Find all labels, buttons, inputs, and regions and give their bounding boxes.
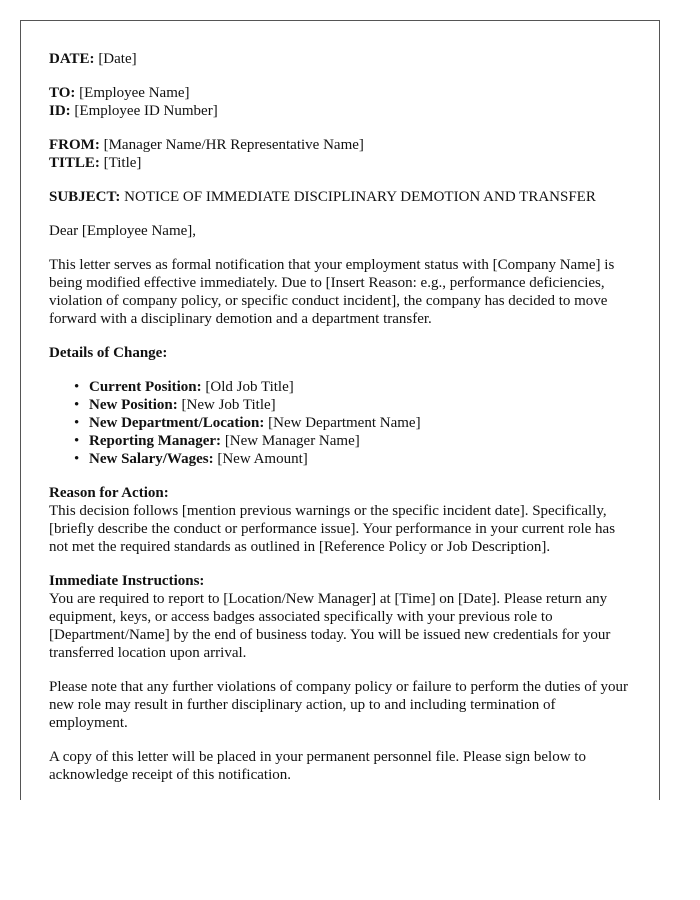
subject-label: SUBJECT: — [49, 189, 121, 205]
list-item — [74, 414, 631, 432]
bullet-icon: • — [74, 379, 80, 395]
from-label: FROM: — [49, 137, 100, 153]
intro-paragraph: This letter serves as formal notification that your employment status with [Company Name] is being modified effective immediately. Due to [Insert Reason: e.g., performance deficiencies, violation of company policy, or specific conduct incident], the company has decided to move forward with a disciplinary demotion and a department transfer. — [49, 257, 615, 327]
salutation: Dear [Employee Name], — [49, 223, 197, 239]
list-item — [74, 378, 631, 396]
sender-block — [49, 136, 631, 172]
from-value: [Manager Name/HR Representative Name] — [103, 137, 364, 153]
instructions-section — [49, 572, 631, 662]
reason-text: This decision follows [mention previous warnings or the specific incident date]. Specifically, [briefly describe the conduct or performance issue]. Your performance in your current role has not met the required standards as outlined in [Reference Policy or Job Description]. — [49, 503, 616, 555]
list-item — [74, 450, 631, 468]
date-label: DATE: — [49, 51, 95, 67]
detail-value: [New Amount] — [217, 451, 308, 467]
title-label: TITLE: — [49, 155, 100, 171]
id-line — [49, 102, 631, 120]
bullet-icon: • — [74, 397, 80, 413]
list-item — [74, 432, 631, 450]
reason-section — [49, 484, 631, 556]
bullet-icon: • — [74, 415, 80, 431]
date-line — [49, 50, 631, 68]
to-line — [49, 84, 631, 102]
bullet-icon: • — [74, 451, 80, 467]
id-label: ID: — [49, 103, 71, 119]
title-value: [Title] — [103, 155, 142, 171]
to-value: [Employee Name] — [79, 85, 190, 101]
detail-label: New Salary/Wages: — [89, 451, 214, 467]
detail-value: [New Department Name] — [268, 415, 421, 431]
instructions-heading: Immediate Instructions: — [49, 573, 205, 589]
subject-value: NOTICE OF IMMEDIATE DISCIPLINARY DEMOTION AND TRANSFER — [124, 189, 596, 205]
subject-line — [49, 188, 631, 206]
details-heading: Details of Change: — [49, 345, 168, 361]
detail-label: Reporting Manager: — [89, 433, 222, 449]
detail-value: [New Job Title] — [181, 397, 276, 413]
detail-label: Current Position: — [89, 379, 202, 395]
detail-value: [Old Job Title] — [205, 379, 294, 395]
closing-paragraph: A copy of this letter will be placed in your permanent personnel file. Please sign below to acknowledge receipt of this notification. — [49, 749, 586, 783]
title-line — [49, 154, 631, 172]
detail-label: New Position: — [89, 397, 178, 413]
reason-heading: Reason for Action: — [49, 485, 169, 501]
detail-label: New Department/Location: — [89, 415, 265, 431]
details-list — [49, 378, 631, 468]
bullet-icon: • — [74, 433, 80, 449]
letter-page — [20, 20, 660, 800]
instructions-text: You are required to report to [Location/New Manager] at [Time] on [Date]. Please return any equipment, keys, or access badges associated specifically with your previous role to [Department/Name] by the end of business today. You will be issued new credentials for your transferred location upon arrival. — [49, 591, 611, 661]
warning-paragraph: Please note that any further violations of company policy or failure to perform the duties of your new role may result in further disciplinary action, up to and including termination of employment. — [49, 679, 629, 731]
date-value: [Date] — [98, 51, 137, 67]
detail-value: [New Manager Name] — [224, 433, 360, 449]
recipient-block — [49, 84, 631, 120]
id-value: [Employee ID Number] — [74, 103, 218, 119]
from-line — [49, 136, 631, 154]
list-item — [74, 396, 631, 414]
to-label: TO: — [49, 85, 76, 101]
